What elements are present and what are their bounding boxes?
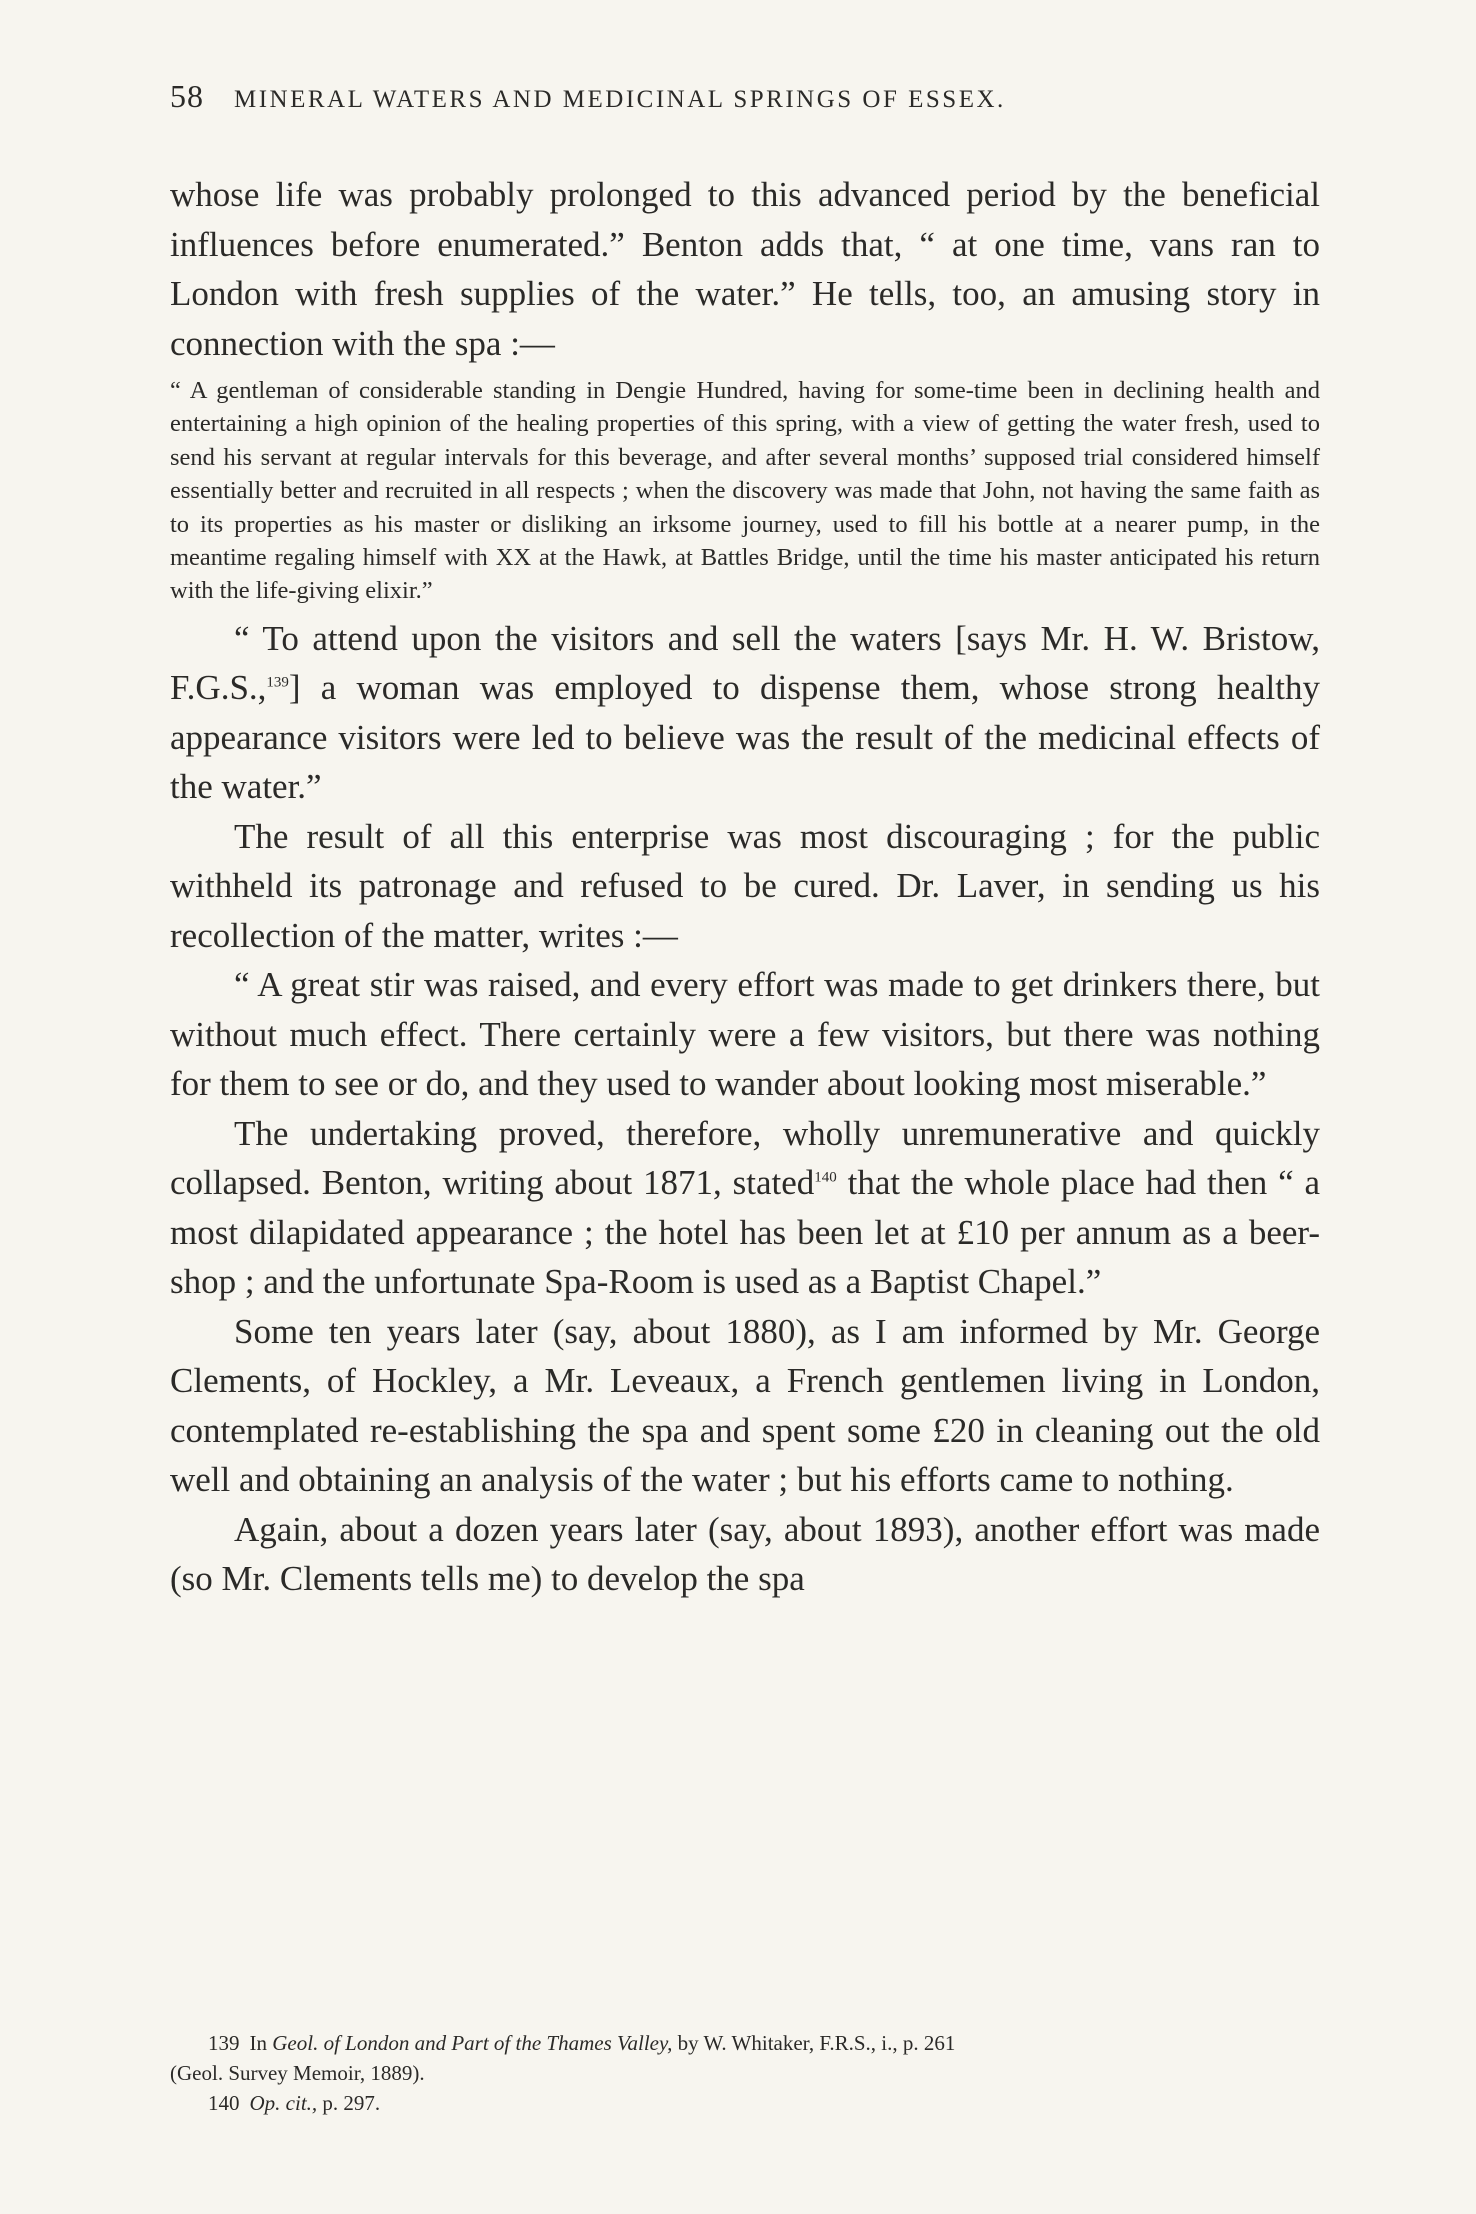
paragraph-7: Again, about a dozen years later (say, about 1893), another effort was made (so Mr. Clements tells me) to develop the spa <box>170 1509 1320 1599</box>
footnote-text: In <box>249 2031 267 2055</box>
footnote-139 <box>170 2028 1320 2058</box>
page-body <box>170 170 1320 1604</box>
footnote-ref-139[interactable]: 139 <box>266 674 289 691</box>
footnote-text: by W. Whitaker, F.R.S., i., p. 261 <box>677 2031 956 2055</box>
paragraph-5-text-b: that the whole place had then “ a most dilapidated appearance ; the hotel has been let at £10 per annum as a beer-shop ; and the unfortunate Spa-Room is used as a Baptist Chapel.” <box>170 1163 1321 1302</box>
running-header <box>170 78 1320 115</box>
paragraph-2-text-b: ] a woman was employed to dispense them, whose strong healthy appearance visitors were led to believe was the result of the medicinal effects of the water.” <box>170 668 1320 807</box>
paragraph-4-quote: “ A great stir was raised, and every effort was made to get drinkers there, but without much effect. There certainly were a few visitors, but there was nothing for them to see or do, and they used to wander about looking most miserable.” <box>170 965 1320 1104</box>
footnote-number: 139 <box>208 2031 240 2055</box>
paragraph-6: Some ten years later (say, about 1880), as I am informed by Mr. George Clements, of Hockley, a Mr. Leveaux, a French gentlemen living in London, contemplated re-establishing the spa and spent some £20 in cleaning out the old well and obtaining an analysis of the water ; but his efforts came to nothing. <box>170 1311 1320 1500</box>
page-number: 58 <box>170 78 204 114</box>
footnote-text: p. 297. <box>322 2091 381 2115</box>
paragraph-1: whose life was probably prolonged to this advanced period by the beneficial influences before enumerated.” Benton adds that, “ at one time, vans ran to London with fresh supplies of the water.” He tells, too, an amusing story in connection with the spa :— <box>170 175 1320 363</box>
running-title: MINERAL WATERS AND MEDICINAL SPRINGS OF ESSEX. <box>234 86 1006 113</box>
footnote-140 <box>170 2088 1320 2118</box>
paragraph-2-text-a: “ To attend upon the visitors and sell the waters [says Mr. H. W. Bristow, F.G.S., <box>170 618 1320 708</box>
paragraph-5 <box>170 1109 1320 1307</box>
paragraph-5-text-a: The undertaking proved, therefore, wholly unremunerative and quickly collapsed. Benton, writing about 1871, stated <box>170 1113 1320 1203</box>
footnote-title: Geol. of London and Part of the Thames Valley, <box>272 2031 673 2055</box>
footnotes <box>170 2028 1320 2118</box>
block-quote-gentleman-story: “ A gentleman of considerable standing in Dengie Hundred, having for some-time been in declining health and entertaining a high opinion of the healing properties of this spring, with a view of getting the water fresh, used to send his servant at regular intervals for this beverage, and after several months’ supposed trial considered himself essentially better and recruited in all respects ; when the discovery was made that John, not having the same faith as to its properties as his master or disliking an irksome journey, used to fill his bottle at a nearer pump, in the meantime regaling himself with XX at the Hawk, at Battles Bridge, until the time his master anticipated his return with the life-giving elixir.” <box>170 377 1320 605</box>
paragraph-2 <box>170 614 1320 812</box>
footnote-number: 140 <box>208 2091 240 2115</box>
footnote-ref-140[interactable]: 140 <box>814 1169 837 1186</box>
footnote-title: Op. cit., <box>249 2091 318 2115</box>
footnote-139-continuation: (Geol. Survey Memoir, 1889). <box>170 2061 425 2085</box>
paragraph-3: The result of all this enterprise was most discouraging ; for the public withheld its patronage and refused to be cured. Dr. Laver, in sending us his recollection of the matter, writes :— <box>170 816 1320 955</box>
